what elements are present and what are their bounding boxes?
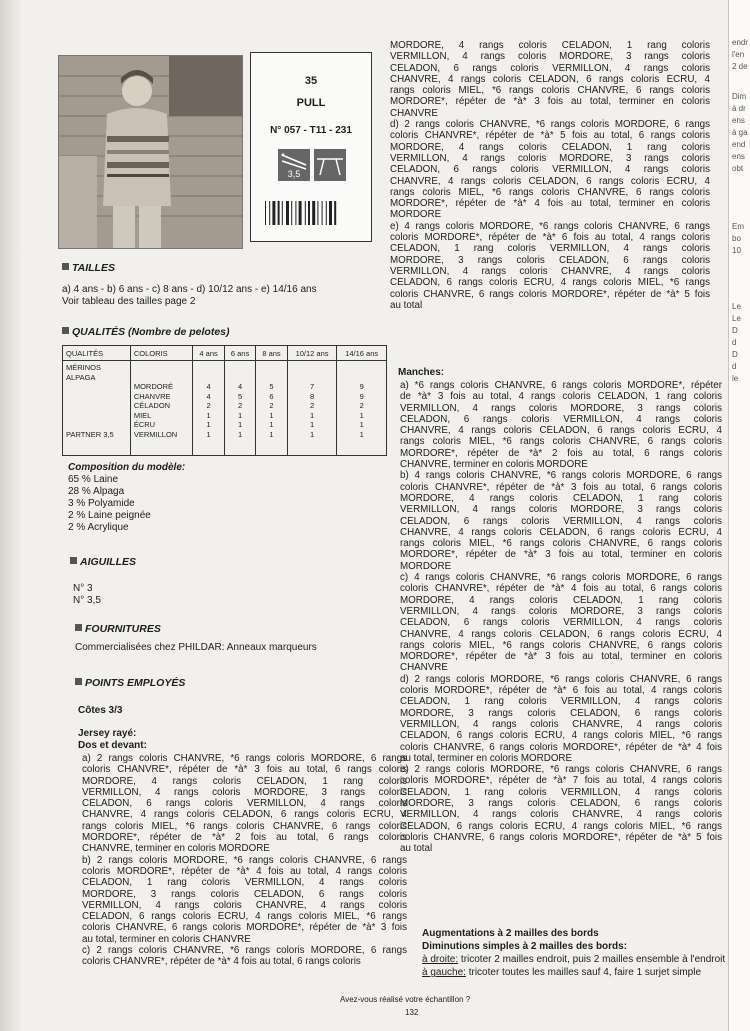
edge-fragment: D [732,350,738,359]
instruction-line: VERMILLON, 4 rangs coloris CHANVRE, 4 rangs coloris [82,899,407,911]
instruction-line: au total, terminer en coloris CHANVRE [82,933,251,945]
instruction-line: coloris CHANVRE, 6 rangs coloris MORDORÉ*, répéter de *à* 4 fois [400,741,722,753]
barcode-bar [308,201,310,225]
table-cell: 5 6 2 1 1 1 [256,361,287,456]
barcode-bar [326,201,327,225]
instruction-line: MORDORÉ, 4 rangs coloris CÉLADON, 1 rang coloris [390,141,710,153]
instruction-line: coloris CHANVRE*, répéter de *à* 3 fois au total, 6 rangs coloris [82,764,407,776]
composition-item: 2 % Laine peignée [68,510,151,521]
barcode-bar [269,201,270,225]
fournitures-text: Commercialisées chez PHILDAR: Anneaux marqueurs [75,642,317,653]
instruction-line: VERMILLON, 4 rangs coloris MORDORÉ, 3 rangs coloris [390,152,710,164]
instruction-line: au total [400,843,433,855]
stitch-icon [314,149,346,181]
manches-title: Manches: [398,367,445,378]
dos-instructions-continued [390,40,710,311]
edge-fragment: Le [732,314,741,323]
tailles-text: a) 4 ans - b) 6 ans - c) 8 ans - d) 10/12 ans - e) 14/16 ans Voir tableau des tailles page 2 [62,284,317,307]
instruction-line: CÉLADON, 1 rang coloris VERMILLON, 4 rangs coloris [400,696,722,708]
aiguilles-list: N° 3 N° 3,5 [73,583,101,606]
dos-label: Dos et devant: [78,740,147,751]
instruction-line: CÉLADON, 6 rangs coloris VERMILLON, 4 rangs coloris [400,617,722,629]
edge-fragment: endr [732,38,749,47]
instruction-line: MORDORÉ, 3 rangs coloris CÉLADON, 6 rangs coloris [390,254,710,266]
next-page-edge [728,0,750,1031]
diminutions: Diminutions simples à 2 mailles des bords: [422,941,628,952]
cotes-label: Côtes 3/3 [78,705,123,716]
instruction-line: d) 2 rangs coloris MORDORÉ, *6 rangs coloris CHANVRE, 6 rangs [400,673,722,685]
instruction-line: e) 4 rangs coloris MORDORÉ, *6 rangs coloris CHANVRE, 6 rangs [390,220,710,232]
barcode-bar [322,201,323,225]
barcode-bar [282,201,283,225]
barcode-bar [272,201,275,225]
instruction-line: e) 2 rangs coloris MORDORÉ, *6 rangs coloris CHANVRE, 6 rangs [400,764,722,776]
instruction-line: coloris CHANVRE*, répéter de *à* 3 fois au total, 6 rangs coloris [400,481,722,493]
model-photo [58,55,243,249]
composition: Composition du modèle: 65 % Laine 28 % Alpaga 3 % Polyamide 2 % Laine peignée 2 % Acrylique [68,462,186,533]
jersey-label: Jersey rayé: [78,728,137,739]
edge-fragment: bo [732,234,741,243]
edge-fragment: end [732,140,746,149]
instruction-line: rangs coloris MIEL, *6 rangs coloris CHANVRE, 6 rangs coloris [82,820,407,832]
table-header: 8 ans [256,346,287,361]
instruction-line: MORDORÉ, 3 rangs coloris CÉLADON, 6 rangs coloris [82,888,407,900]
instruction-line: CÉLADON, 1 rang coloris VERMILLON, 4 rangs coloris [82,877,407,889]
edge-fragment: Dim [732,92,747,101]
instruction-line: rangs coloris MIEL, *6 rangs coloris CHANVRE, 6 rangs coloris [400,538,722,550]
instruction-line: MORDORÉ*, répéter de *à* 2 fois au total, 6 rangs coloris [400,447,722,459]
barcode-bar [329,201,332,225]
instruction-line: VERMILLON, 4 rangs coloris CHANVRE, 4 rangs coloris [400,809,722,821]
instruction-line: coloris CHANVRE, 6 rangs coloris MORDORÉ*, répéter de *à* 5 fois [390,288,710,300]
barcode-bar [295,201,296,225]
edge-fragment: Le [732,302,741,311]
instruction-line: MORDORÉ*, répéter de *à* 4 fois au total, terminer en coloris [390,198,710,210]
edge-fragment: d [732,338,737,347]
instruction-line: CHANVRE, 4 rangs coloris CÉLADON, 6 rangs coloris ÉCRU, 4 [400,425,722,437]
table-header: COLORIS [130,346,193,361]
instruction-line: CHANVRE [390,107,438,119]
instruction-line: CÉLADON, 6 rangs coloris ÉCRU, 4 rangs coloris MIEL, *6 rangs [82,911,407,923]
quantities-table [62,345,387,456]
edge-fragment: à dr [732,104,746,113]
points-heading: POINTS EMPLOYÉS [75,677,185,689]
instruction-line: CHANVRE, 4 rangs coloris CÉLADON, 6 rangs coloris ÉCRU, 4 [400,628,722,640]
instruction-line: VERMILLON, 4 rangs coloris MORDORÉ, 3 rangs coloris [82,786,407,798]
edge-fragment: ens [732,152,745,161]
barcode-bar [278,201,280,225]
pattern-reference: N° 057 - T11 - 231 [270,125,352,136]
edge-fragment: à ga [732,128,748,137]
barcode-bar [299,201,302,225]
instruction-line: rangs coloris MIEL, *6 rangs coloris CHANVRE, 6 rangs coloris [400,436,722,448]
edge-fragment: l'en [732,50,745,59]
manches-instructions [400,380,722,854]
instruction-line: rangs coloris MIEL, *6 rangs coloris CHANVRE, 6 rangs coloris [400,639,722,651]
barcode-bar [291,201,292,225]
tailles-heading: TAILLES [62,262,115,274]
instruction-line: au total [390,299,423,311]
instruction-line: CHANVRE, terminer en coloris MORDORÉ [400,459,588,471]
instruction-line: coloris CHANVRE, 6 rangs coloris MORDORÉ*, répéter de *à* 3 fois [82,922,407,934]
table-header: 6 ans [224,346,255,361]
table-cell: 4 5 2 1 1 1 [224,361,255,456]
instruction-line: MORDORÉ*, répéter de *à* 3 fois au total, terminer en coloris [390,96,710,108]
aiguilles-heading: AIGUILLES [70,556,136,568]
instruction-line: MORDORÉ*, répéter de *à* 3 fois au total, terminer en coloris [400,549,722,561]
needles-icon [278,149,310,181]
edge-fragment: Em [732,222,744,231]
instruction-line: CÉLADON, 1 rang coloris VERMILLON, 4 rangs coloris [390,243,710,255]
composition-item: 65 % Laine [68,474,119,485]
edge-fragment: 10 [732,246,741,255]
instruction-line: c) 4 rangs coloris CHANVRE, *6 rangs coloris MORDORÉ, 6 rangs [400,572,722,584]
instruction-line: au total, terminer en coloris MORDORÉ [400,752,573,764]
barcode-icon [265,201,357,225]
instruction-line: VERMILLON, 4 rangs coloris MORDORÉ, 3 rangs coloris [400,605,722,617]
table-header: 4 ans [193,346,224,361]
barcode-bar [286,201,289,225]
instruction-line: CHANVRE, 4 rangs coloris CÉLADON, 6 rangs coloris ÉCRU, 4 [390,175,710,187]
instruction-line: CHANVRE, 4 rangs coloris CÉLADON, 6 rangs coloris ÉCRU, 4 [390,73,710,85]
instruction-line: d) 2 rangs coloris CHANVRE, *6 rangs coloris MORDORÉ, 6 rangs [390,119,710,131]
instruction-line: MORDORÉ, 4 rangs coloris CÉLADON, 1 rang coloris [400,594,722,606]
table-header: 10/12 ans [287,346,337,361]
edge-fragment: le [732,374,739,383]
instruction-line: MORDORÉ, 4 rangs coloris CÉLADON, 1 rang coloris [400,492,722,504]
table-cell: 4 4 2 1 1 1 [193,361,224,456]
table-header: 14/16 ans [337,346,387,361]
instruction-line: b) 4 rangs coloris CHANVRE, *6 rangs coloris MORDORÉ, 6 rangs [400,470,722,482]
instruction-line: coloris MORDORÉ*, répéter de *à* 7 fois au total, 4 rangs coloris [400,775,722,787]
barcode-bar [312,201,315,225]
instruction-line: MORDORÉ [400,560,452,572]
table-cell: MÉRINOS ALPAGA PARTNER 3,5 [63,361,131,456]
edge-fragment: obt [732,164,744,173]
table-cell: MORDORÉ CHANVRE CÉLADON MIEL ÉCRU VERMILLON [130,361,193,456]
instruction-line: VERMILLON, 4 rangs coloris CHANVRE, 4 rangs coloris [390,265,710,277]
instruction-line: VERMILLON, 4 rangs coloris CHANVRE, 4 rangs coloris [400,718,722,730]
instruction-line: CHANVRE [400,662,448,674]
needle-size: 3,5 [287,169,301,179]
footer-question: Avez-vous réalisé votre échantillon ? [340,995,471,1004]
instruction-line: CÉLADON, 6 rangs coloris ÉCRU, 4 rangs coloris MIEL, *6 rangs [400,730,722,742]
edge-fragment: 2 de [732,62,748,71]
instruction-line: coloris CHANVRE*, répéter de *à* 4 fois au total, 6 rangs coloris [82,956,361,968]
dos-instructions [82,753,407,968]
instruction-line: MORDORÉ*, répéter de *à* 3 fois au total, terminer en coloris [400,651,722,663]
edge-fragment: d [732,362,737,371]
table-header: QUALITÉS [63,346,131,361]
instruction-line: CÉLADON, 6 rangs coloris VERMILLON, 4 rangs coloris [390,62,710,74]
instruction-line: a) *6 rangs coloris CHANVRE, 6 rangs coloris MORDORÉ*, répéter [400,380,722,391]
diminution-droite: à droite: tricoter 2 mailles endroit, puis 2 mailles ensemble à l'endroit [422,954,726,965]
table-cell: 9 9 2 1 1 1 [337,361,387,456]
instruction-line: CÉLADON, 1 rang coloris VERMILLON, 4 rangs coloris [400,786,722,798]
instruction-line: MORDORÉ, 4 rangs coloris CÉLADON, 1 rang coloris [390,40,710,51]
composition-item: 28 % Alpaga [68,486,125,497]
pattern-card [250,52,372,242]
instruction-line: MORDORÉ [390,209,442,221]
instruction-line: CHANVRE, 4 rangs coloris CÉLADON, 6 rangs coloris ÉCRU, 4 [82,809,407,821]
instruction-line: b) 2 rangs coloris MORDORÉ, *6 rangs coloris CHANVRE, 6 rangs [82,854,407,866]
fournitures-heading: FOURNITURES [75,623,161,635]
pattern-number: 35 [304,75,318,87]
instruction-line: c) 2 rangs coloris CHANVRE, *6 rangs coloris MORDORÉ, 6 rangs [82,945,407,957]
instruction-line: VERMILLON, 4 rangs coloris MORDORÉ, 3 rangs coloris [400,504,722,516]
instruction-line: MORDORÉ, 3 rangs coloris CÉLADON, 6 rangs coloris [400,797,722,809]
page-number: 132 [405,1008,419,1017]
edge-fragment: D [732,326,738,335]
qualites-heading: QUALITÉS (Nombre de pelotes) [62,326,230,338]
instruction-line: de *à* 3 fois au total, 4 rangs coloris CÉLADON, 1 rang coloris [400,391,722,403]
instruction-line: rangs coloris MIEL, *6 rangs coloris CHANVRE, 6 rangs coloris [390,186,710,198]
table-cell: 7 8 2 1 1 1 [287,361,337,456]
composition-item: 2 % Acrylique [68,522,129,533]
instruction-line: CÉLADON, 6 rangs coloris VERMILLON, 4 rangs coloris [400,515,722,527]
instruction-line: CÉLADON, 6 rangs coloris ÉCRU, 4 rangs coloris MIEL, *6 rangs [390,277,710,289]
instruction-line: coloris CHANVRE*, répéter de *à* 4 fois au total, 6 rangs coloris [400,583,722,595]
instruction-line: CÉLADON, 6 rangs coloris VERMILLON, 4 rangs coloris [82,798,407,810]
barcode-bar [305,201,306,225]
barcode-bar [334,201,336,225]
barcode-bar [317,201,318,225]
instruction-line: CÉLADON, 6 rangs coloris VERMILLON, 4 rangs coloris [400,413,722,425]
instruction-line: a) 2 rangs coloris CHANVRE, *6 rangs coloris MORDORÉ, 6 rangs [82,753,407,764]
instruction-line: coloris MORDORÉ*, répéter de *à* 6 fois au total, 4 rangs coloris [390,232,710,244]
diminution-gauche: à gauche: tricoter toutes les mailles sauf 4, faire 1 surjet simple [422,967,702,978]
instruction-line: coloris CHANVRE*, répéter de *à* 5 fois au total, 6 rangs coloris [390,130,710,142]
instruction-line: CHANVRE, terminer en coloris MORDORÉ [82,843,270,855]
pattern-kind: PULL [296,97,326,109]
edge-fragment: ens [732,116,745,125]
instruction-line: CÉLADON, 6 rangs coloris ÉCRU, 4 rangs coloris MIEL, *6 rangs [400,820,722,832]
instruction-line: coloris MORDORÉ*, répéter de *à* 6 fois au total, 4 rangs coloris [400,685,722,697]
augmentations: Augmentations à 2 mailles des bords [422,928,599,939]
instruction-line: MORDORÉ, 4 rangs coloris CÉLADON, 1 rang coloris [82,775,407,787]
instruction-line: CÉLADON, 6 rangs coloris VERMILLON, 4 rangs coloris [390,164,710,176]
instruction-line: VERMILLON, 4 rangs coloris MORDORÉ, 3 rangs coloris [400,402,722,414]
instruction-line: rangs coloris MIEL, *6 rangs coloris CHANVRE, 6 rangs coloris [390,85,710,97]
instruction-line: coloris MORDORÉ*, répéter de *à* 4 fois au total, 4 rangs coloris [82,865,407,877]
instruction-line: CHANVRE, 4 rangs coloris CÉLADON, 6 rangs coloris ÉCRU, 4 [400,526,722,538]
instruction-line: MORDORÉ*, répéter de *à* 2 fois au total, 6 rangs coloris [82,832,407,844]
instruction-line: VERMILLON, 4 rangs coloris MORDORÉ, 3 rangs coloris [390,51,710,63]
composition-item: 3 % Polyamide [68,498,135,509]
instruction-line: MORDORÉ, 3 rangs coloris CÉLADON, 6 rangs coloris [400,707,722,719]
barcode-bar [265,201,266,225]
instruction-line: coloris CHANVRE, 6 rangs coloris MORDORÉ*, répéter de *à* 5 fois [400,831,722,843]
